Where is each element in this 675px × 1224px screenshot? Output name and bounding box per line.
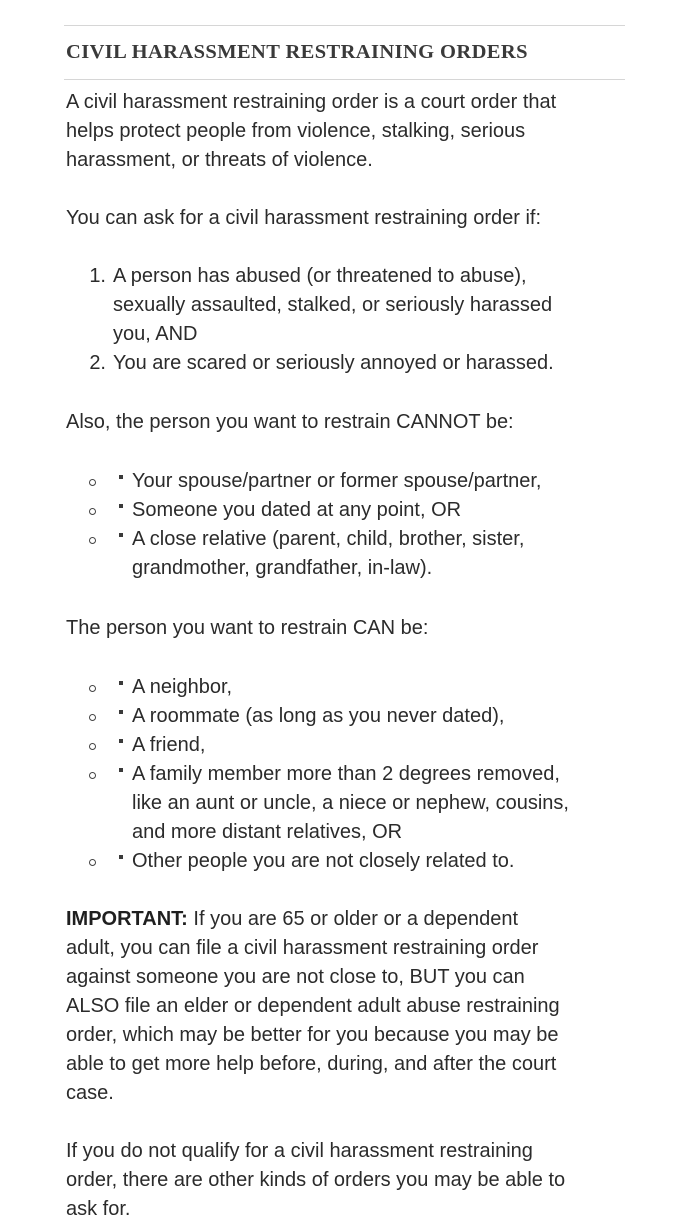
intro-line: helps protect people from violence, stalking, serious xyxy=(66,120,526,142)
intro-paragraph xyxy=(66,88,636,175)
intro-line: harassment, or threats of violence. xyxy=(66,149,373,171)
list-item xyxy=(0,467,675,496)
list-item xyxy=(0,731,675,760)
important-paragraph xyxy=(66,905,636,1108)
list-item xyxy=(0,760,675,847)
circle-bullet-icon xyxy=(89,772,96,779)
list-item-line: A friend, xyxy=(132,734,206,756)
list-item-line: You are scared or seriously annoyed or harassed. xyxy=(113,352,554,374)
list-item-line: sexually assaulted, stalked, or seriously harassed xyxy=(113,294,553,316)
list-item-line: Someone you dated at any point, OR xyxy=(132,499,462,521)
important-line: able to get more help before, during, and after the court xyxy=(66,1053,557,1075)
list-item-line: Your spouse/partner or former spouse/partner, xyxy=(132,470,542,492)
important-line: ALSO file an elder or dependent adult abuse restraining xyxy=(66,995,560,1017)
important-line: adult, you can file a civil harassment restraining order xyxy=(66,937,539,959)
circle-bullet-icon xyxy=(89,508,96,515)
conditions-list xyxy=(0,262,675,378)
list-item xyxy=(0,525,675,583)
important-line: against someone you are not close to, BUT you can xyxy=(66,966,525,988)
intro-line: A civil harassment restraining order is a court order that xyxy=(66,91,557,113)
closing-line: order, there are other kinds of orders you may be able to xyxy=(66,1169,566,1191)
ask-intro-paragraph xyxy=(66,204,636,233)
cannot-intro-text: Also, the person you want to restrain CANNOT be: xyxy=(66,411,514,433)
list-number: 2. xyxy=(89,352,106,374)
circle-bullet-icon xyxy=(89,685,96,692)
list-item-line: A person has abused (or threatened to abuse), xyxy=(113,265,527,287)
square-bullet-icon xyxy=(119,533,123,537)
important-first-line xyxy=(66,905,636,934)
closing-paragraph xyxy=(66,1137,636,1224)
list-item-line: grandmother, grandfather, in-law). xyxy=(132,557,433,579)
circle-bullet-icon xyxy=(89,714,96,721)
list-item xyxy=(0,262,675,349)
square-bullet-icon xyxy=(119,739,123,743)
list-item xyxy=(0,702,675,731)
list-item xyxy=(0,496,675,525)
can-intro-paragraph xyxy=(66,614,636,643)
closing-line: If you do not qualify for a civil harassment restraining xyxy=(66,1140,533,1162)
ask-intro-text: You can ask for a civil harassment restraining order if: xyxy=(66,207,542,229)
important-label: IMPORTANT: xyxy=(66,908,188,930)
square-bullet-icon xyxy=(119,855,123,859)
list-item-line: A family member more than 2 degrees removed, xyxy=(132,763,560,785)
section-heading: CIVIL HARASSMENT RESTRAINING ORDERS xyxy=(66,41,528,63)
list-item xyxy=(0,673,675,702)
heading-divider xyxy=(64,79,625,80)
important-line: case. xyxy=(66,1082,114,1104)
list-number: 1. xyxy=(89,265,106,287)
list-item xyxy=(0,847,675,876)
list-item-line: A neighbor, xyxy=(132,676,233,698)
list-item-line: you, AND xyxy=(113,323,198,345)
important-line: order, which may be better for you because you may be xyxy=(66,1024,559,1046)
important-first-line-text: If you are 65 or older or a dependent xyxy=(187,908,519,930)
can-list xyxy=(0,673,675,876)
top-divider xyxy=(64,25,625,26)
can-intro-text: The person you want to restrain CAN be: xyxy=(66,617,429,639)
list-item-line: A close relative (parent, child, brother, sister, xyxy=(132,528,525,550)
square-bullet-icon xyxy=(119,710,123,714)
list-item-line: A roommate (as long as you never dated), xyxy=(132,705,505,727)
square-bullet-icon xyxy=(119,768,123,772)
cannot-intro-paragraph xyxy=(66,408,636,437)
square-bullet-icon xyxy=(119,475,123,479)
list-item-line: Other people you are not closely related to. xyxy=(132,850,515,872)
cannot-list xyxy=(0,467,675,583)
list-item-line: like an aunt or uncle, a niece or nephew, cousins, xyxy=(132,792,569,814)
circle-bullet-icon xyxy=(89,479,96,486)
list-item xyxy=(0,349,675,378)
closing-line: ask for. xyxy=(66,1198,131,1220)
list-item-line: and more distant relatives, OR xyxy=(132,821,403,843)
circle-bullet-icon xyxy=(89,859,96,866)
circle-bullet-icon xyxy=(89,743,96,750)
square-bullet-icon xyxy=(119,681,123,685)
circle-bullet-icon xyxy=(89,537,96,544)
square-bullet-icon xyxy=(119,504,123,508)
